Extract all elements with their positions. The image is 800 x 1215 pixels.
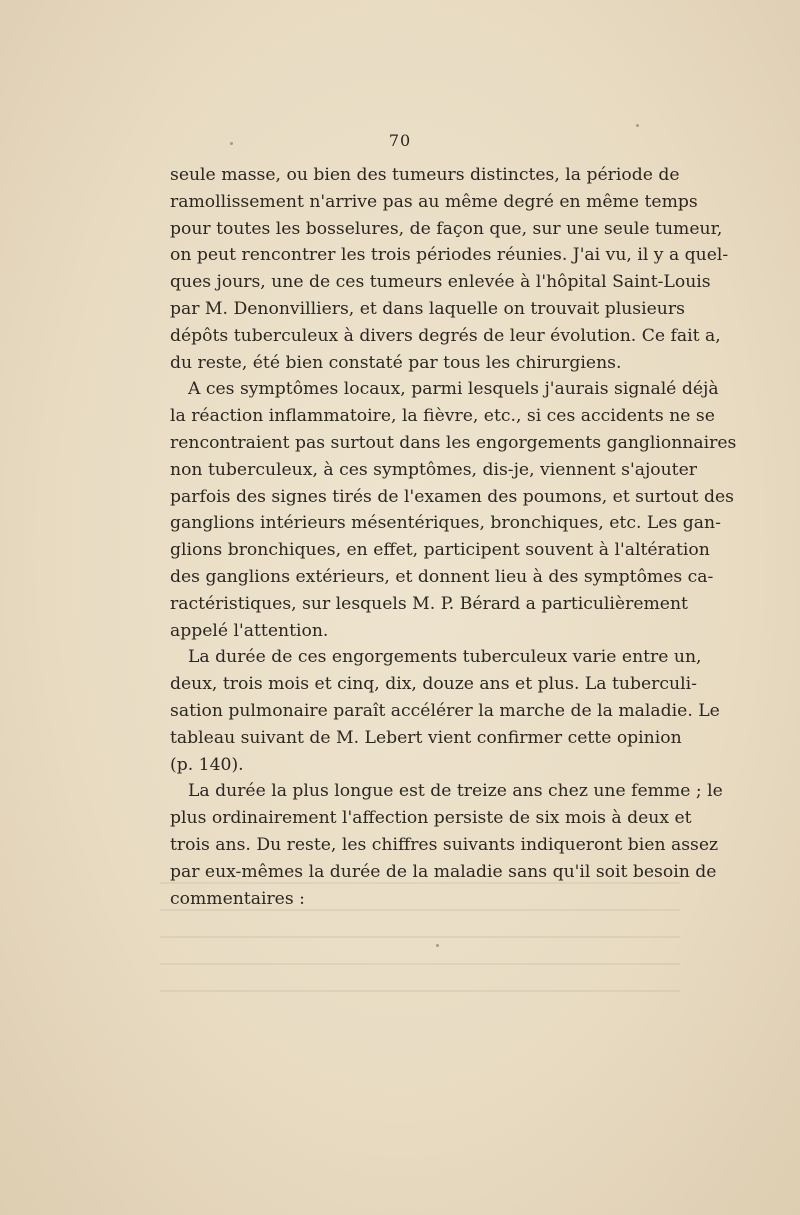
text-line: deux, trois mois et cinq, dix, douze ans et plus. La tuberculi-: [170, 674, 697, 695]
text-line: ramollissement n'arrive pas au même degré en même temps: [170, 191, 698, 212]
text-line: seule masse, ou bien des tumeurs distinctes, la période de: [170, 165, 680, 185]
text-line: sation pulmonaire paraît accélérer la marche de la maladie. Le: [170, 700, 720, 721]
paper-speck: [636, 124, 639, 127]
text-line: glions bronchiques, en effet, participent souvent à l'altération: [170, 540, 710, 561]
text-line: des ganglions extérieurs, et donnent lieu à des symptômes ca-: [170, 566, 714, 587]
text-line: pour toutes les bosselures, de façon que, sur une seule tumeur,: [170, 218, 723, 239]
text-line: tableau suivant de M. Lebert vient confirmer cette opinion: [170, 727, 682, 748]
page-number: 70: [388, 131, 412, 150]
show-through-text: [160, 880, 680, 1010]
text-line: rencontraient pas surtout dans les engorgements ganglionnaires: [170, 432, 737, 453]
text-line: trois ans. Du reste, les chiffres suivants indiqueront bien assez: [170, 834, 719, 855]
text-line: ques jours, une de ces tumeurs enlevée à l'hôpital Saint-Louis: [170, 272, 711, 293]
text-line: (p. 140).: [170, 754, 244, 775]
text-line: ganglions intérieurs mésentériques, bronchiques, etc. Les gan-: [170, 513, 721, 534]
paper-speck: [436, 944, 439, 947]
text-line: non tuberculeux, à ces symptômes, dis-je, viennent s'ajouter: [170, 459, 697, 480]
body-text: [170, 162, 737, 912]
text-line: du reste, été bien constaté par tous les chirurgiens.: [170, 352, 622, 373]
text-line: dépôts tuberculeux à divers degrés de leur évolution. Ce fait a,: [170, 325, 721, 346]
text-line: La durée de ces engorgements tuberculeux varie entre un,: [188, 647, 702, 668]
text-line: la réaction inflammatoire, la fièvre, etc., si ces accidents ne se: [170, 406, 715, 427]
text-line: A ces symptômes locaux, parmi lesquels j'aurais signalé déjà: [188, 379, 719, 400]
text-line: par M. Denonvilliers, et dans laquelle on trouvait plusieurs: [170, 298, 685, 319]
text-line: plus ordinairement l'affection persiste de six mois à deux et: [170, 808, 692, 829]
text-line: La durée la plus longue est de treize ans chez une femme ; le: [188, 781, 723, 802]
text-line: appelé l'attention.: [170, 620, 329, 641]
text-line: parfois des signes tirés de l'examen des poumons, et surtout des: [170, 486, 734, 507]
text-line: par eux-mêmes la durée de la maladie sans qu'il soit besoin de: [170, 861, 717, 882]
text-line: on peut rencontrer les trois périodes réunies. J'ai vu, il y a quel-: [170, 245, 729, 266]
text-line: ractéristiques, sur lesquels M. P. Bérard a particulièrement: [170, 593, 688, 614]
text-line: commentaires :: [170, 888, 305, 909]
paper-speck: [230, 142, 233, 145]
